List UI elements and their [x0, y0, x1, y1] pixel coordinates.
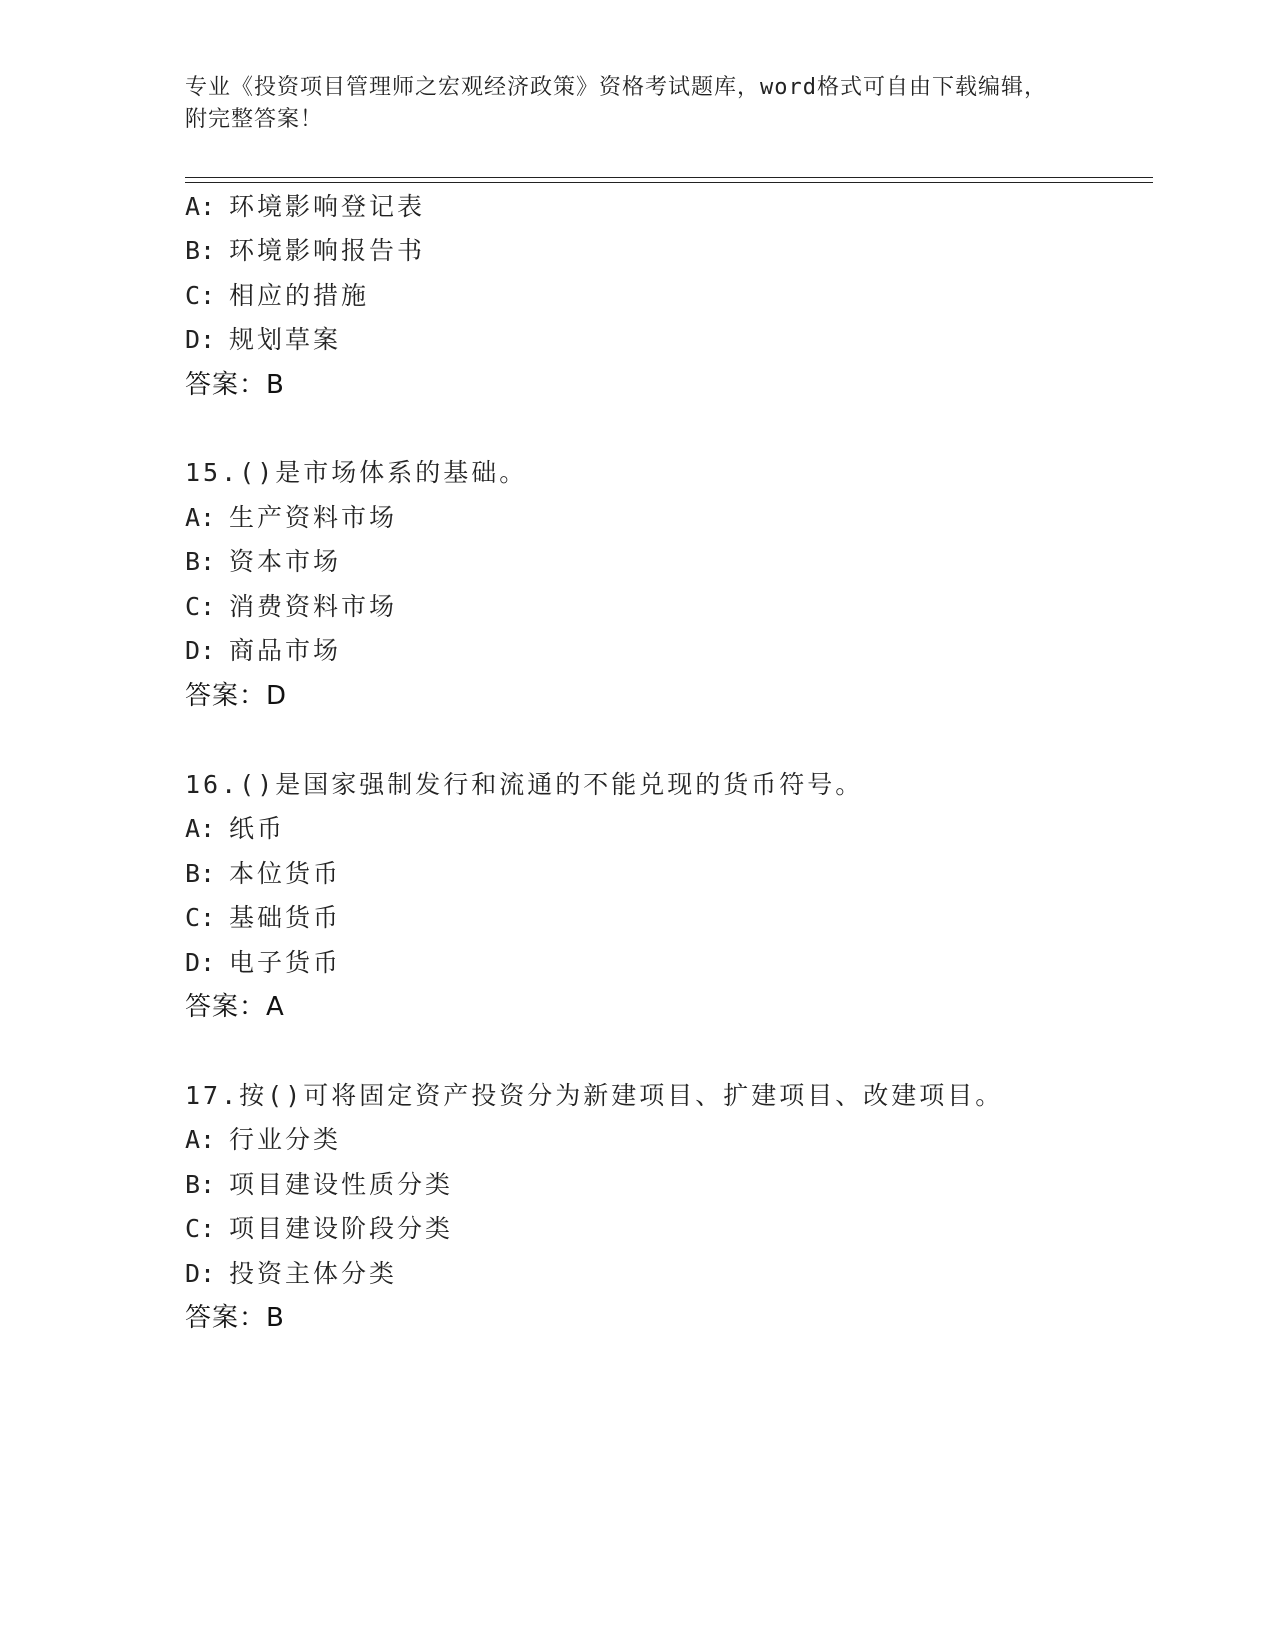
option-key: C: — [185, 592, 216, 621]
option-a — [185, 503, 397, 533]
option-c — [185, 1214, 453, 1244]
option-text: 商品市场 — [229, 636, 342, 665]
answer-line: 答案：B — [185, 370, 285, 400]
option-a — [185, 814, 285, 844]
option-key: B: — [185, 1170, 216, 1199]
option-key: C: — [185, 903, 216, 932]
option-d — [185, 1259, 397, 1289]
option-key: A: — [185, 192, 216, 221]
option-text: 相应的措施 — [229, 281, 370, 310]
answer-line: 答案：D — [185, 681, 288, 711]
option-key: A: — [185, 503, 216, 532]
header-divider-bottom — [185, 182, 1153, 183]
option-key: D: — [185, 1259, 216, 1288]
option-key: B: — [185, 859, 216, 888]
option-c — [185, 903, 341, 933]
option-c — [185, 592, 397, 622]
option-d — [185, 325, 341, 355]
answer-line: 答案：B — [185, 1303, 285, 1333]
option-text: 基础货币 — [229, 903, 342, 932]
option-b — [185, 236, 425, 266]
option-text: 消费资料市场 — [229, 592, 398, 621]
document-header: 专业《投资项目管理师之宏观经济政策》资格考试题库，word格式可自由下载编辑，附完整答案！ — [185, 75, 1047, 132]
option-b — [185, 1170, 453, 1200]
option-c — [185, 281, 369, 311]
option-text: 规划草案 — [229, 325, 342, 354]
header-divider-top — [185, 177, 1153, 178]
option-text: 投资主体分类 — [229, 1259, 398, 1288]
option-a — [185, 192, 425, 222]
question-stem: 15.()是市场体系的基础。 — [185, 458, 528, 487]
option-key: D: — [185, 636, 216, 665]
option-b — [185, 859, 341, 889]
option-a — [185, 1125, 341, 1155]
option-text: 环境影响登记表 — [229, 192, 426, 221]
option-text: 项目建设性质分类 — [229, 1170, 454, 1199]
question-stem: 17.按()可将固定资产投资分为新建项目、扩建项目、改建项目。 — [185, 1081, 1004, 1110]
option-text: 环境影响报告书 — [229, 236, 426, 265]
option-d — [185, 636, 341, 666]
option-key: D: — [185, 325, 216, 354]
option-text: 生产资料市场 — [229, 503, 398, 532]
option-d — [185, 948, 341, 978]
option-b — [185, 547, 341, 577]
option-text: 项目建设阶段分类 — [229, 1214, 454, 1243]
option-key: B: — [185, 547, 216, 576]
option-key: C: — [185, 1214, 216, 1243]
option-text: 电子货币 — [229, 948, 342, 977]
option-key: A: — [185, 1125, 216, 1154]
answer-line: 答案：A — [185, 992, 285, 1022]
option-text: 行业分类 — [229, 1125, 342, 1154]
option-key: D: — [185, 948, 216, 977]
option-key: C: — [185, 281, 216, 310]
option-text: 资本市场 — [229, 547, 342, 576]
option-text: 本位货币 — [229, 859, 342, 888]
option-key: B: — [185, 236, 216, 265]
question-stem: 16.()是国家强制发行和流通的不能兑现的货币符号。 — [185, 770, 864, 799]
option-text: 纸币 — [229, 814, 286, 843]
option-key: A: — [185, 814, 216, 843]
